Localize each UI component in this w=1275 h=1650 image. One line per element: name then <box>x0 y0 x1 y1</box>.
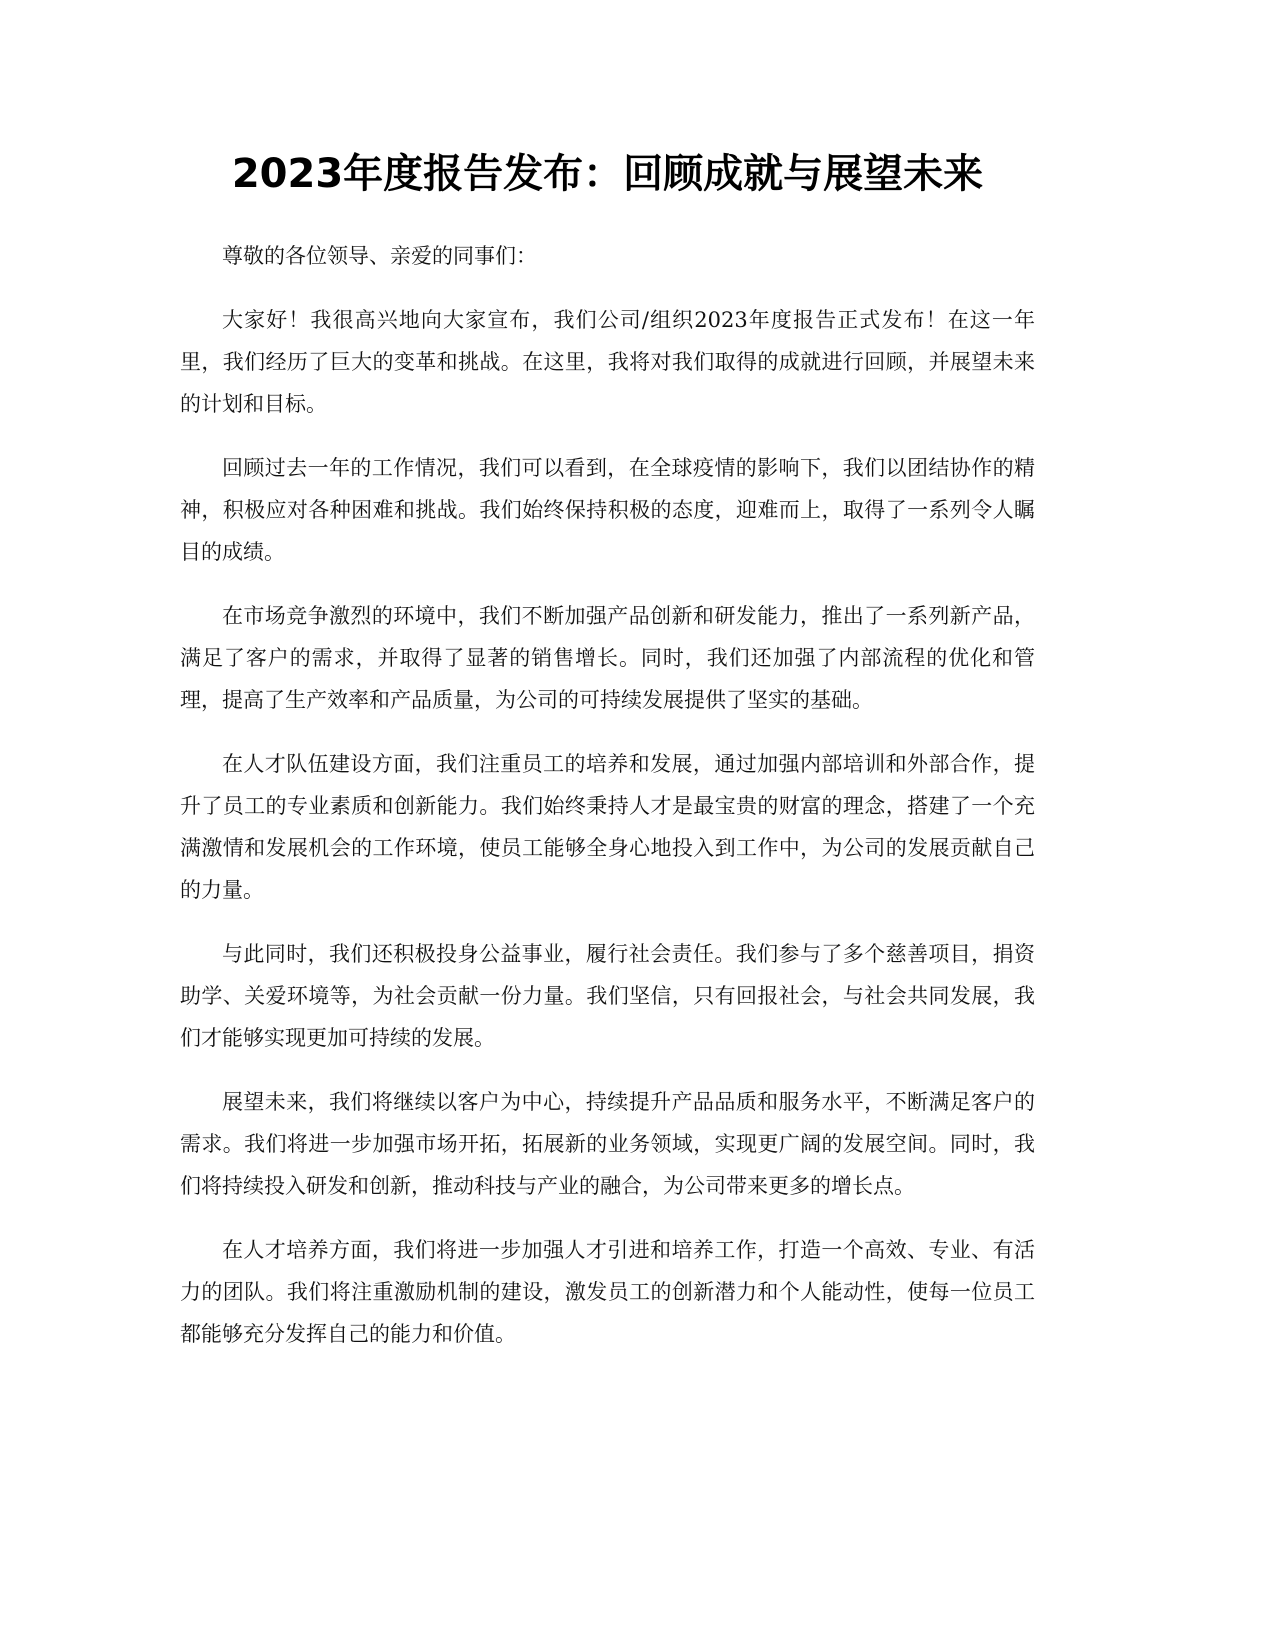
outlook-paragraph: 展望未来，我们将继续以客户为中心，持续提升产品品质和服务水平，不断满足客户的需求。我们将进一步加强市场开拓，拓展新的业务领域，实现更广阔的发展空间。同时，我们将持续投入研发和创新，推动科技与产业的融合，为公司带来更多的增长点。 <box>180 1090 1035 1198</box>
announcement-paragraph: 大家好！我很高兴地向大家宣布，我们公司/组织2023年度报告正式发布！在这一年里，我们经历了巨大的变革和挑战。在这里，我将对我们取得的成就进行回顾，并展望未来的计划和目标。 <box>180 308 1035 416</box>
talent-development-paragraph: 在人才培养方面，我们将进一步加强人才引进和培养工作，打造一个高效、专业、有活力的团队。我们将注重激励机制的建设，激发员工的创新潜力和个人能动性，使每一位员工都能够充分发挥自己的能力和价值。 <box>180 1238 1035 1346</box>
document-title: 2023年度报告发布：回顾成就与展望未来 <box>231 151 984 197</box>
market-paragraph: 在市场竞争激烈的环境中，我们不断加强产品创新和研发能力，推出了一系列新产品，满足了客户的需求，并取得了显著的销售增长。同时，我们还加强了内部流程的优化和管理，提高了生产效率和产品质量，为公司的可持续发展提供了坚实的基础。 <box>180 604 1035 712</box>
document-page <box>180 0 1035 1650</box>
review-paragraph: 回顾过去一年的工作情况，我们可以看到，在全球疫情的影响下，我们以团结协作的精神，积极应对各种困难和挑战。我们始终保持积极的态度，迎难而上，取得了一系列令人瞩目的成绩。 <box>180 456 1035 564</box>
social-responsibility-paragraph: 与此同时，我们还积极投身公益事业，履行社会责任。我们参与了多个慈善项目，捐资助学、关爱环境等，为社会贡献一份力量。我们坚信，只有回报社会，与社会共同发展，我们才能够实现更加可持续的发展。 <box>180 942 1035 1050</box>
document-body <box>180 235 1035 1377</box>
talent-paragraph: 在人才队伍建设方面，我们注重员工的培养和发展，通过加强内部培训和外部合作，提升了员工的专业素质和创新能力。我们始终秉持人才是最宝贵的财富的理念，搭建了一个充满激情和发展机会的工作环境，使员工能够全身心地投入到工作中，为公司的发展贡献自己的力量。 <box>180 752 1035 902</box>
salutation-paragraph: 尊敬的各位领导、亲爱的同事们： <box>222 244 537 268</box>
